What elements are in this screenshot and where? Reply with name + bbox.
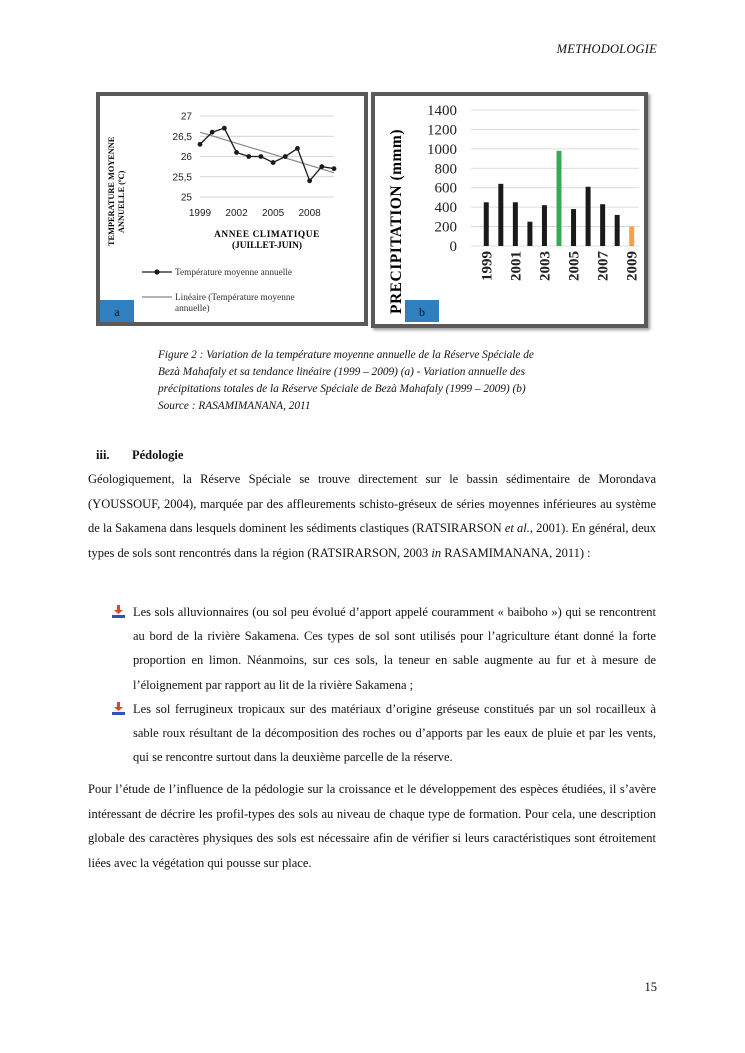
temperature-chart-panel [96, 92, 368, 326]
x-tick-label: 1999 [188, 208, 212, 219]
bar [498, 184, 503, 246]
list-item-text: Les sols alluvionnaires (ou sol peu évolué d’apport appelé couramment « baiboho ») qui se rencontrent au bord de la rivière Sakamena. Ces types de sol sont utilisés pour l’agriculture étant donné la forte proportion en limon. Néanmoins, sur ces sols, la teneur en sable augmente au fur et à mesure de l’éloignement par rapport au lit de la rivière Sakamena ; [133, 605, 656, 692]
section-number: iii. [96, 448, 110, 462]
y-tick-label: 200 [434, 219, 457, 236]
y-tick-label: 25,5 [172, 172, 192, 184]
bar [542, 205, 547, 246]
data-point [307, 178, 312, 183]
paragraph-text: Géologiquement, la Réserve Spéciale se trouve directement sur le bassin sédimentaire de Morondava (YOUSSOUF, 2004), marquée par des affleurements schisto-gréseux de séries moyennes inférieures au système de la Sakamena dans lesquels dominent les sédiments clastiques (RATSIRARSON [88, 472, 656, 535]
precipitation-chart [375, 96, 644, 324]
paragraph-text: RASAMIMANANA, 2011) : [441, 545, 591, 560]
y-tick-label: 0 [449, 239, 457, 255]
arrow-bullet-icon [112, 702, 125, 715]
bar [513, 202, 518, 246]
bar [484, 202, 489, 246]
data-point [246, 154, 251, 159]
x-tick-label: 2002 [225, 208, 248, 219]
y-tick-label: 600 [434, 180, 457, 197]
data-point [198, 142, 203, 147]
x-tick-label: 2005 [261, 208, 285, 219]
list-item [112, 600, 656, 697]
x-tick-label: 2001 [508, 251, 525, 281]
arrow-bullet-icon [112, 605, 125, 618]
bar [527, 222, 532, 246]
bar [586, 187, 591, 246]
section-heading [96, 448, 183, 463]
data-point [295, 146, 300, 151]
paragraph: Pour l’étude de l’influence de la pédologie sur la croissance et le développement des espèces étudiées, il s’avère intéressant de décrire les profil-types des sols au niveau de chaque type de formation. Pour cela, une description globale des caractères physiques des sols est nécessaire afin de vérifier si leurs caractéristiques sont étroitement liées avec la végétation qui pousse sur place. [88, 782, 656, 870]
bar [629, 227, 634, 246]
data-point [222, 126, 227, 131]
bar [615, 215, 620, 246]
legend-label-linear-line2: annuelle) [175, 304, 210, 314]
paragraph-italic: et al., [504, 521, 534, 535]
data-point [319, 164, 324, 169]
x-tick-label: 2005 [566, 251, 583, 281]
caption-source: Source : RASAMIMANANA, 2011 [158, 400, 311, 412]
caption-line: Bezà Mahafaly et sa tendance linéaire (1999 – 2009) (a) - Variation annuelle des [158, 366, 525, 378]
list-item [112, 697, 656, 770]
temperature-chart [100, 96, 364, 322]
y-tick-label: 400 [434, 200, 457, 217]
y-axis-label-line1: TEMPERATURE MOYENNE [107, 136, 116, 246]
data-point [259, 154, 264, 159]
paragraph-text: 2001). En général, deux types de sols sont rencontrés dans la région (RATSIRARSON, 2003 [88, 521, 656, 560]
y-tick-label: 27 [180, 111, 192, 123]
y-axis-label: PRECIPITATION (mmm) [388, 128, 405, 314]
x-tick-label: 2008 [298, 208, 321, 219]
page-number: 15 [644, 980, 657, 994]
y-tick-label: 25 [180, 192, 192, 204]
x-tick-label: 2009 [624, 251, 641, 281]
x-axis-label-line1: ANNEE CLIMATIQUE [214, 230, 320, 240]
legend-marker-temperature [154, 269, 159, 274]
y-tick-label: 1000 [427, 141, 457, 158]
x-tick-label: 1999 [479, 251, 496, 281]
y-tick-label: 1200 [427, 122, 457, 139]
bar [557, 151, 562, 246]
trend-line [200, 132, 334, 173]
data-point [283, 154, 288, 159]
x-tick-label: 2007 [595, 250, 612, 281]
data-point [210, 130, 215, 135]
bar [571, 209, 576, 246]
bar [600, 204, 605, 246]
legend-label-linear-line1: Linéaire (Température moyenne [175, 293, 295, 303]
bullet-list [112, 600, 656, 769]
data-point [234, 150, 239, 155]
legend-label-temperature: Température moyenne annuelle [175, 268, 293, 278]
data-point [271, 160, 276, 165]
paragraph-italic: in [431, 545, 442, 560]
paragraph [88, 467, 656, 565]
figure-caption [158, 347, 598, 415]
y-axis-label-line2: ANNUELLE (ºC) [117, 170, 126, 233]
caption-line: Figure 2 : Variation de la température moyenne annuelle de la Réserve Spéciale de [158, 349, 534, 361]
y-tick-label: 26 [180, 152, 192, 163]
list-item-text: Les sol ferrugineux tropicaux sur des matériaux d’origine gréseuse constitués par un sol rocailleux à sable roux résultant de la décomposition des roches ou d’apports par les eaux de pluie et par les vents, qui se rencontre surtout dans la deuxième parcelle de la réserve. [133, 701, 656, 765]
y-tick-label: 26,5 [172, 131, 192, 143]
panel-label-b: b [419, 305, 425, 319]
caption-line: précipitations totales de la Réserve Spéciale de Bezà Mahafaly (1999 – 2009) (b) [158, 383, 526, 395]
x-axis-label-line2: (JUILLET-JUIN) [232, 241, 302, 251]
x-tick-label: 2003 [537, 251, 554, 281]
panel-label-a: a [114, 305, 120, 319]
data-point [332, 166, 337, 171]
section-title: Pédologie [132, 448, 184, 462]
running-header: METHODOLOGIE [556, 42, 657, 56]
legend [142, 268, 295, 314]
y-tick-label: 1400 [427, 103, 457, 119]
precipitation-chart-panel [371, 92, 648, 328]
y-tick-label: 800 [434, 161, 457, 178]
